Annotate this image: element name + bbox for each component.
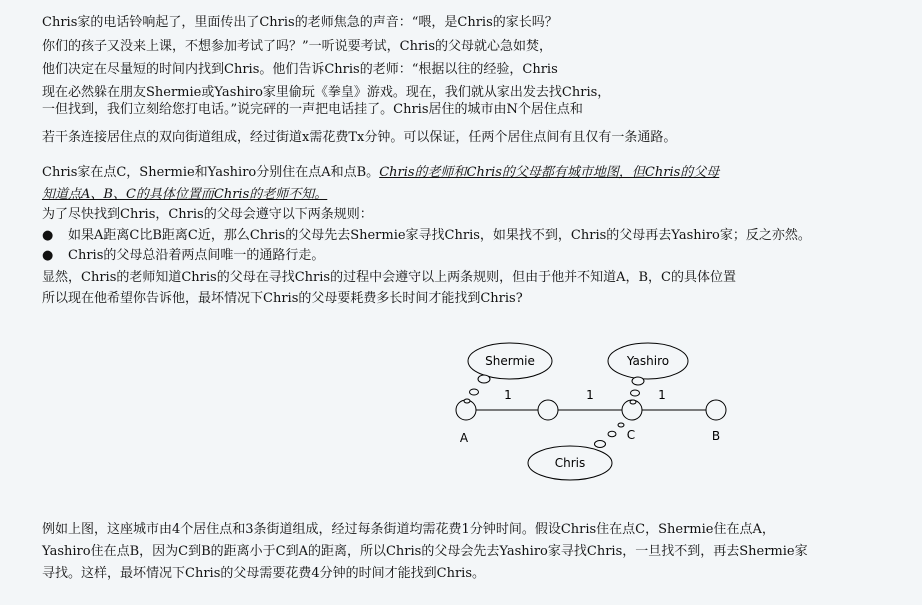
node-label-a: A <box>459 431 469 445</box>
p2-line-1 <box>42 165 719 181</box>
p1-line-1: Chris家的电话铃响起了，里面传出了Chris的老师焦急的声音：“喂，是Chris的家长吗？ <box>42 15 558 30</box>
p3-line-2: Yashiro住在点B，因为C到B的距离小于C到A的距离，所以Chris的父母会先去Yashiro家寻找Chris，一旦找不到，再去Shermie家 <box>42 544 808 559</box>
p3-line-3: 寻找。这样，最坏情况下Chris的父母需要花费4分钟的时间才能找到Chris。 <box>42 566 485 581</box>
p1-line-6: 若干条连接居住点的双向街道组成，经过街道x需花费Tx分钟。可以保证，任两个居住点间有且仅有一条通路。 <box>42 130 677 145</box>
chris-cloud <box>528 423 624 480</box>
chris-cloud-label: Chris <box>554 456 586 470</box>
edge-weight-3: 1 <box>658 388 666 402</box>
node-b <box>706 400 726 420</box>
shermie-cloud-label: Shermie <box>485 354 535 368</box>
edge-weight-2: 1 <box>586 388 594 402</box>
p2-line-7: 所以现在他希望你告诉他，最坏情况下Chris的父母要耗费多长时间才能找到Chris? <box>42 291 523 306</box>
node-label-b: B <box>711 429 721 443</box>
bullet-icon: ● <box>42 248 54 263</box>
p3-line-1: 例如上图，这座城市由4个居住点和3条街道组成，经过每条街道均需花费1分钟时间。假设Chris住在点C，Shermie住在点A， <box>42 522 775 537</box>
p2-line-6: 显然，Chris的老师知道Chris的父母在寻找Chris的过程中会遵守以上两条规则，但由于他并不知道A，B，C的具体位置 <box>42 270 736 285</box>
p1-line-5: 一但找到，我们立刻给您打电话。”说完砰的一声把电话挂了。Chris居住的城市由N个居住点和 <box>42 102 583 117</box>
p1-line-4: 现在必然躲在朋友Shermie或Yashiro家里偷玩《拳皇》游戏。现在，我们就从家出发去找Chris， <box>42 85 611 100</box>
p2-line-2-emphasis: 知道点A、B、C的具体位置而Chris的老师不知。 <box>42 187 328 202</box>
node-unnamed <box>538 400 558 420</box>
rule-1: 如果A距离C比B距离C近，那么Chris的父母先去Shermie家寻找Chris，如果找不到，Chris的父母再去Yashiro家；反之亦然。 <box>68 228 811 243</box>
p1-line-3: 他们决定在尽量短的时间内找到Chris。他们告诉Chris的老师：“根据以往的经验，Chris <box>42 62 558 77</box>
p2-line-1-plain: Chris家在点C，Shermie和Yashiro分别住在点A和点B。 <box>42 165 380 180</box>
yashiro-cloud-label: Yashiro <box>626 354 670 368</box>
p2-line-3: 为了尽快找到Chris，Chris的父母会遵守以下两条规则： <box>42 207 373 222</box>
yashiro-cloud <box>608 343 688 404</box>
p2-line-1-emphasis: Chris的老师和Chris的父母都有城市地图，但Chris的父母 <box>379 165 720 180</box>
city-map-diagram <box>440 335 760 485</box>
rule-2: Chris的父母总沿着两点间唯一的通路行走。 <box>68 248 325 263</box>
p1-line-2: 你们的孩子又没来上课，不想参加考试了吗？”一听说要考试，Chris的父母就心急如焚， <box>42 39 553 54</box>
node-label-c: C <box>626 428 636 442</box>
bullet-icon: ● <box>42 228 54 243</box>
edge-weight-1: 1 <box>504 388 512 402</box>
